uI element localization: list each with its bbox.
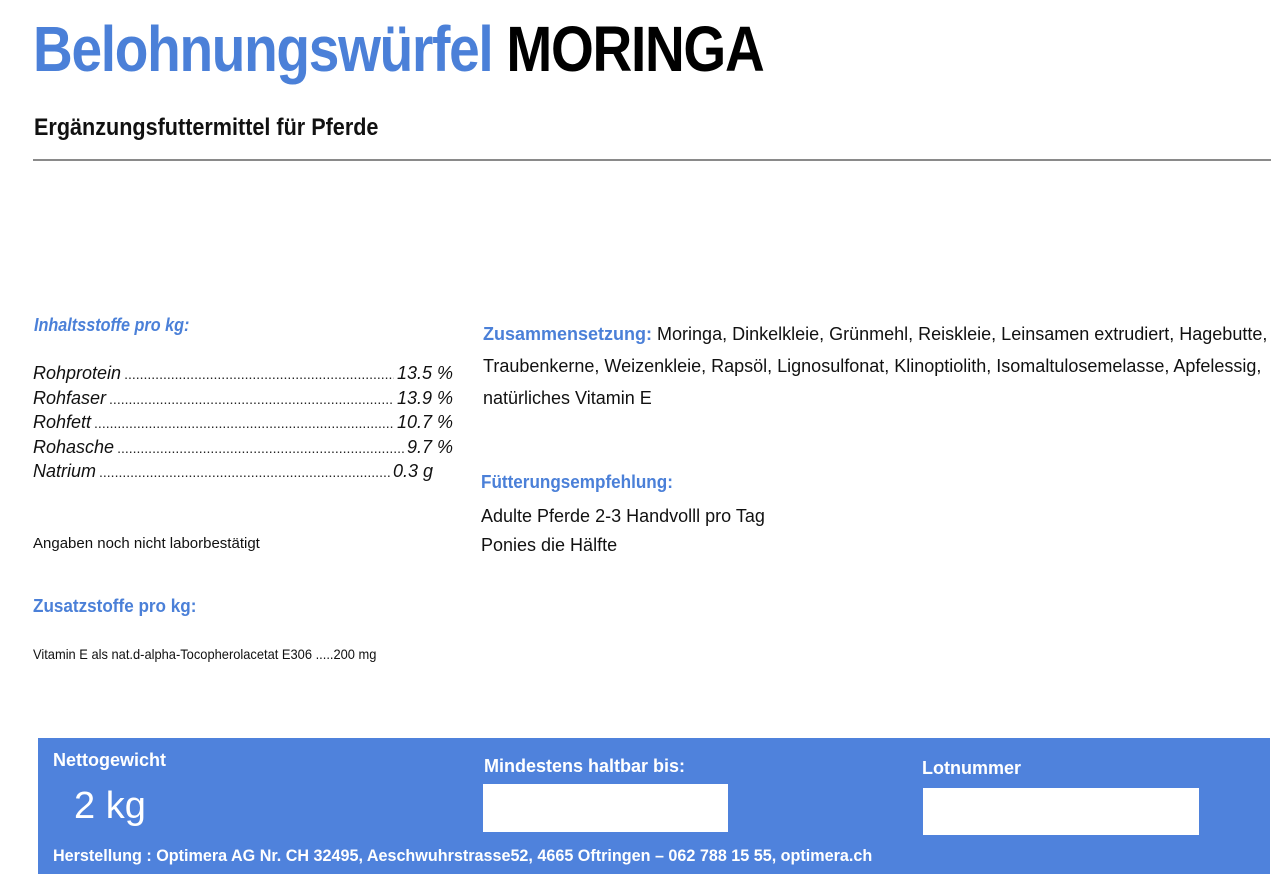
- footer-panel: [38, 738, 1270, 874]
- nutrient-name: Rohasche: [33, 436, 115, 457]
- nutrient-row: [33, 386, 453, 411]
- nutrients-title: Inhaltsstoffe pro kg:: [34, 315, 190, 335]
- dot-leader: [117, 436, 404, 461]
- composition-text: Moringa, Dinkelkleie, Grünmehl, Reiskleie, Leinsamen extrudiert, Hagebutte, Traubenkerne, Weizenkleie, Rapsöl, Lignosulfonat, Klinoptiolith, Isomaltulosemelasse, Apfelessig, natürliches Vitamin E: [483, 324, 1268, 408]
- nutrient-row: [33, 459, 453, 484]
- net-weight-label: Nettogewicht: [53, 750, 167, 770]
- nutrient-value: 0.3 g: [392, 461, 433, 481]
- manufacturer-info: Herstellung : Optimera AG Nr. CH 32495, Aeschwuhrstrasse52, 4665 Oftringen – 062 788 15 55, optimera.ch: [53, 846, 873, 865]
- nutrient-name: Rohprotein: [33, 363, 122, 383]
- nutrient-value: 13.5 %: [396, 363, 453, 383]
- additive-line: Vitamin E als nat.d-alpha-Tocopherolacetat E306 .....200 mg: [33, 646, 377, 662]
- net-weight-value: 2 kg: [74, 785, 146, 827]
- nutrient-value: 13.9 %: [396, 387, 453, 408]
- lab-note: Angaben noch nicht laborbestätigt: [33, 535, 260, 552]
- nutrient-name: Rohfett: [33, 412, 92, 432]
- nutrient-value: 10.7 %: [396, 412, 453, 432]
- feeding-line-ponies: Ponies die Hälfte: [481, 535, 618, 555]
- product-subtitle: Ergänzungsfuttermittel für Pferde: [34, 114, 379, 141]
- product-title: [33, 14, 763, 84]
- nutrient-row: [33, 435, 453, 460]
- product-title-brand: Belohnungswürfel: [33, 13, 493, 85]
- best-before-label: Mindestens haltbar bis:: [484, 756, 686, 776]
- feeding-line-adults: Adulte Pferde 2-3 Handvolll pro Tag: [481, 506, 765, 526]
- feeding-title: Fütterungsempfehlung:: [481, 472, 673, 492]
- dot-leader: [99, 460, 390, 485]
- nutrient-value: 9.7 %: [406, 436, 453, 457]
- additives-title: Zusatzstoffe pro kg:: [33, 596, 197, 616]
- dot-leader: [124, 362, 394, 387]
- dot-leader: [94, 411, 394, 436]
- composition-label: Zusammensetzung:: [483, 324, 653, 344]
- nutrient-row: [33, 361, 453, 386]
- nutrient-row: [33, 410, 453, 435]
- lot-number-field: [923, 788, 1199, 835]
- lot-number-label: Lotnummer: [922, 758, 1021, 778]
- composition-block: [483, 318, 1273, 414]
- nutrient-name: Natrium: [33, 461, 97, 481]
- nutrient-name: Rohfaser: [33, 387, 107, 408]
- header-divider: [33, 159, 1271, 161]
- nutrients-list: [33, 361, 453, 484]
- dot-leader: [109, 387, 394, 412]
- product-title-name: MORINGA: [506, 13, 764, 85]
- best-before-field: [483, 784, 728, 832]
